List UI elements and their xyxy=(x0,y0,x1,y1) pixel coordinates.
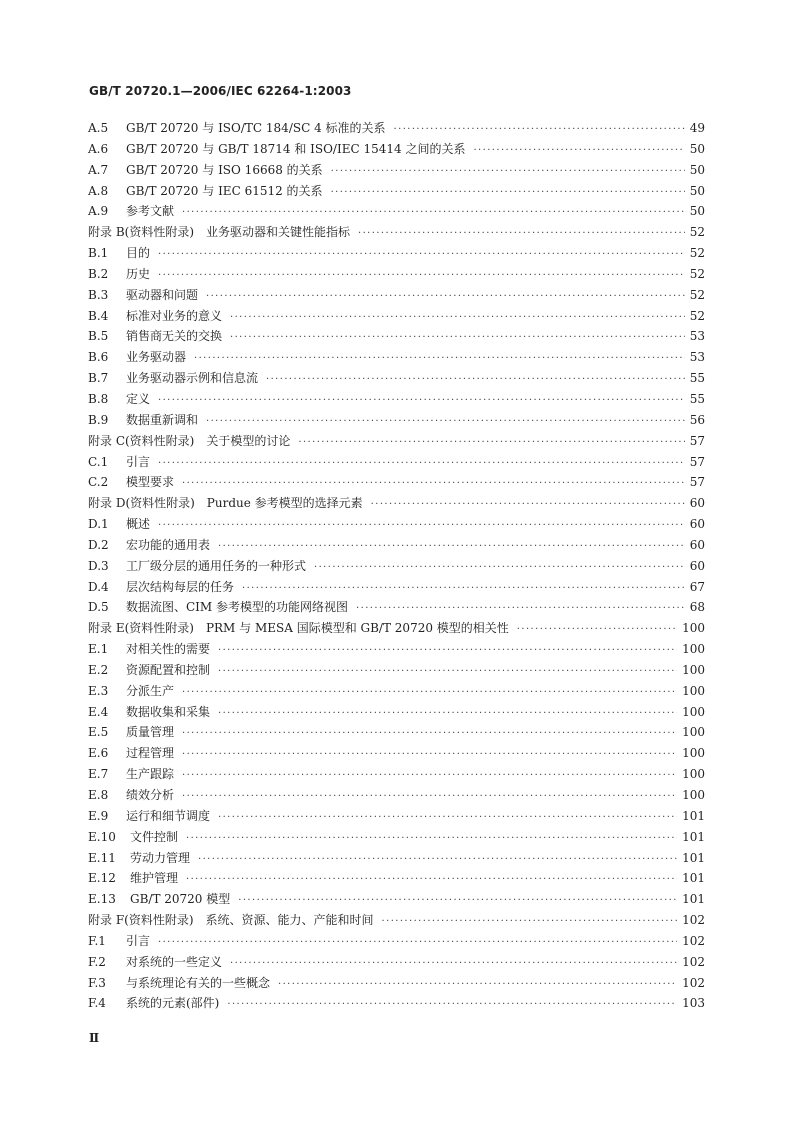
toc-entry[interactable] xyxy=(88,557,705,578)
toc-entry-page: 49 xyxy=(689,121,705,135)
toc-entry-number: D.3 xyxy=(88,558,109,573)
toc-entry-page: 100 xyxy=(682,621,705,636)
toc-entry-title: 定义 xyxy=(126,391,151,406)
toc-entry-page: 100 xyxy=(682,788,705,802)
table-of-contents xyxy=(88,119,705,1015)
toc-entry-number: E.7 xyxy=(88,767,109,782)
toc-entry-number: B.7 xyxy=(88,371,109,386)
toc-entry-title: 过程管理 xyxy=(126,746,175,761)
toc-entry-title: 层次结构每层的任务 xyxy=(126,579,235,594)
toc-entry-title: 工厂级分层的通用任务的一种形式 xyxy=(126,558,307,573)
toc-entry-page: 50 xyxy=(689,141,705,156)
toc-entry-number: A.5 xyxy=(88,121,109,135)
toc-leader-dots xyxy=(182,749,677,760)
toc-leader-dots xyxy=(238,895,677,906)
toc-entry-number: A.6 xyxy=(88,141,109,156)
toc-entry[interactable] xyxy=(88,682,705,703)
toc-entry-number: E.8 xyxy=(88,788,109,802)
toc-entry-page: 100 xyxy=(682,704,705,719)
toc-entry-page: 100 xyxy=(682,662,705,677)
toc-leader-dots xyxy=(158,270,685,281)
toc-entry-title: 维护管理 xyxy=(130,871,179,886)
toc-entry[interactable] xyxy=(88,786,705,807)
toc-leader-dots xyxy=(158,458,685,469)
toc-entry[interactable] xyxy=(88,536,705,557)
toc-entry-number: D.5 xyxy=(88,600,109,615)
toc-entry-page: 60 xyxy=(689,496,705,511)
toc-entry-page: 101 xyxy=(682,871,705,886)
toc-entry[interactable] xyxy=(88,744,705,765)
toc-entry-page: 50 xyxy=(689,162,705,177)
toc-entry[interactable] xyxy=(88,140,705,161)
toc-entry-title: 目的 xyxy=(126,246,151,261)
toc-entry-title: 引言 xyxy=(126,454,151,469)
toc-entry-number: F.2 xyxy=(88,954,106,969)
toc-entry[interactable] xyxy=(88,223,705,244)
toc-entry[interactable] xyxy=(88,432,705,453)
toc-entry-title: 数据重新调和 xyxy=(126,412,199,427)
toc-entry-title: 驱动器和问题 xyxy=(126,287,199,302)
toc-entry-title: 资源配置和控制 xyxy=(126,662,211,677)
toc-entry-page: 100 xyxy=(682,642,705,657)
toc-leader-dots xyxy=(331,187,685,198)
toc-entry-number: D.1 xyxy=(88,517,109,532)
toc-leader-dots xyxy=(218,645,677,656)
toc-entry[interactable] xyxy=(88,828,705,849)
toc-entry[interactable] xyxy=(88,619,705,640)
toc-entry-title: 概述 xyxy=(126,517,151,532)
toc-entry-page: 102 xyxy=(682,913,705,928)
toc-entry-number: E.12 xyxy=(88,871,116,886)
toc-entry-number: E.2 xyxy=(88,662,109,677)
toc-entry-number: E.1 xyxy=(88,642,109,657)
toc-entry-page: 50 xyxy=(689,204,705,219)
toc-entry-title: 参考文献 xyxy=(126,204,175,219)
toc-entry-page: 101 xyxy=(682,892,705,907)
toc-entry-page: 101 xyxy=(682,850,705,865)
toc-entry[interactable] xyxy=(88,473,705,494)
toc-leader-dots xyxy=(394,124,685,135)
toc-entry-page: 52 xyxy=(689,225,705,240)
toc-entry[interactable] xyxy=(88,640,705,661)
toc-entry-page: 100 xyxy=(682,725,705,740)
toc-entry[interactable] xyxy=(88,119,705,140)
toc-entry-page: 100 xyxy=(682,746,705,761)
toc-leader-dots xyxy=(331,166,685,177)
toc-entry-page: 50 xyxy=(689,183,705,198)
toc-leader-dots xyxy=(158,937,677,948)
toc-entry-title: 绩效分析 xyxy=(126,788,175,802)
toc-entry-title: 运行和细节调度 xyxy=(126,808,211,823)
toc-entry[interactable] xyxy=(88,307,705,328)
toc-entry-page: 55 xyxy=(689,391,705,406)
toc-entry-number: B.6 xyxy=(88,350,109,365)
toc-leader-dots xyxy=(278,979,677,990)
toc-entry-title: GB/T 20720 与 ISO 16668 的关系 xyxy=(126,162,323,177)
toc-leader-dots xyxy=(182,728,677,739)
toc-entry[interactable] xyxy=(88,807,705,828)
toc-entry-title: (资料性附录) 关于模型的讨论 xyxy=(125,433,291,448)
toc-entry[interactable] xyxy=(88,849,705,870)
toc-leader-dots xyxy=(206,291,685,302)
toc-entry-number: E.11 xyxy=(88,850,116,865)
toc-entry-number: 附录 B xyxy=(88,225,125,240)
toc-entry-page: 100 xyxy=(682,683,705,698)
toc-entry-number: A.8 xyxy=(88,183,109,198)
toc-entry[interactable] xyxy=(88,411,705,432)
toc-entry-title: 文件控制 xyxy=(130,829,179,844)
toc-entry-number: B.5 xyxy=(88,329,109,344)
toc-entry-title: (资料性附录) PRM 与 MESA 国际模型和 GB/T 20720 模型的相关性 xyxy=(124,621,509,636)
toc-entry-number: D.4 xyxy=(88,579,109,594)
toc-entry[interactable] xyxy=(88,598,705,619)
toc-leader-dots xyxy=(242,583,685,594)
toc-entry-page: 60 xyxy=(689,537,705,552)
toc-entry-page: 101 xyxy=(682,829,705,844)
toc-leader-dots xyxy=(227,999,677,1010)
toc-entry-title: GB/T 20720 与 IEC 61512 的关系 xyxy=(126,183,323,198)
toc-entry-page: 53 xyxy=(689,329,705,344)
toc-entry-title: 系统的元素(部件) xyxy=(126,996,220,1011)
toc-leader-dots xyxy=(298,437,684,448)
toc-entry-title: 业务驱动器示例和信息流 xyxy=(126,371,259,386)
toc-entry-title: 销售商无关的交换 xyxy=(126,329,223,344)
toc-entry-title: 与系统理论有关的一些概念 xyxy=(126,975,271,990)
toc-entry-number: 附录 D xyxy=(88,496,126,511)
toc-entry-page: 57 xyxy=(689,475,705,490)
toc-leader-dots xyxy=(358,228,685,239)
toc-entry-number: 附录 C xyxy=(88,433,125,448)
toc-leader-dots xyxy=(382,916,678,927)
toc-entry-title: (资料性附录) 系统、资源、能力、产能和时间 xyxy=(124,913,374,928)
toc-entry[interactable] xyxy=(88,265,705,286)
toc-entry[interactable] xyxy=(88,494,705,515)
toc-entry[interactable] xyxy=(88,369,705,390)
toc-entry[interactable] xyxy=(88,703,705,724)
toc-entry[interactable] xyxy=(88,890,705,911)
toc-leader-dots xyxy=(182,770,677,781)
toc-entry-number: A.9 xyxy=(88,204,109,219)
toc-entry-title: 对相关性的需要 xyxy=(126,642,211,657)
toc-entry-number: E.5 xyxy=(88,725,109,740)
toc-entry[interactable] xyxy=(88,348,705,369)
toc-entry-page: 102 xyxy=(682,933,705,948)
toc-entry-title: 标准对业务的意义 xyxy=(126,308,223,323)
toc-entry[interactable] xyxy=(88,515,705,536)
toc-entry-title: 劳动力管理 xyxy=(130,850,191,865)
toc-entry-page: 102 xyxy=(682,975,705,990)
toc-entry-number: F.1 xyxy=(88,933,106,948)
toc-entry-number: E.9 xyxy=(88,808,109,823)
toc-entry-number: D.2 xyxy=(88,537,109,552)
toc-entry-page: 52 xyxy=(689,246,705,261)
toc-entry-number: C.2 xyxy=(88,475,109,490)
toc-entry-number: F.3 xyxy=(88,975,106,990)
toc-entry-page: 52 xyxy=(689,287,705,302)
toc-entry-number: E.6 xyxy=(88,746,109,761)
toc-entry[interactable] xyxy=(88,453,705,474)
toc-entry-number: 附录 F xyxy=(88,913,125,928)
toc-entry-page: 55 xyxy=(689,371,705,386)
toc-leader-dots xyxy=(218,812,677,823)
toc-entry-number: 附录 E xyxy=(88,621,125,636)
toc-entry-page: 53 xyxy=(689,350,705,365)
toc-entry[interactable] xyxy=(88,765,705,786)
toc-leader-dots xyxy=(230,958,677,969)
toc-entry[interactable] xyxy=(88,974,705,995)
toc-leader-dots xyxy=(218,708,677,719)
toc-leader-dots xyxy=(314,562,685,573)
toc-leader-dots xyxy=(230,312,685,323)
toc-leader-dots xyxy=(266,374,685,385)
toc-leader-dots xyxy=(371,499,685,510)
toc-leader-dots xyxy=(158,249,685,260)
toc-entry-number: B.8 xyxy=(88,391,109,406)
toc-entry-title: 宏功能的通用表 xyxy=(126,537,211,552)
toc-entry-number: C.1 xyxy=(88,454,109,469)
toc-entry[interactable] xyxy=(88,327,705,348)
toc-entry[interactable] xyxy=(88,723,705,744)
toc-entry-number: B.2 xyxy=(88,266,109,281)
toc-entry-title: 模型要求 xyxy=(126,475,175,490)
toc-entry-title: (资料性附录) 业务驱动器和关键性能指标 xyxy=(124,225,351,240)
toc-entry-title: 生产跟踪 xyxy=(126,767,175,782)
toc-entry-title: (资料性附录) Purdue 参考模型的选择元素 xyxy=(125,496,363,511)
toc-entry-title: GB/T 20720 模型 xyxy=(130,892,231,907)
toc-entry-number: A.7 xyxy=(88,162,109,177)
toc-entry-page: 101 xyxy=(682,808,705,823)
toc-entry[interactable] xyxy=(88,953,705,974)
toc-leader-dots xyxy=(517,624,677,635)
toc-leader-dots xyxy=(356,603,685,614)
toc-entry-page: 103 xyxy=(682,996,705,1011)
toc-entry-page: 52 xyxy=(689,266,705,281)
toc-entry-page: 57 xyxy=(689,454,705,469)
toc-entry-number: E.3 xyxy=(88,683,109,698)
toc-entry[interactable] xyxy=(88,578,705,599)
toc-leader-dots xyxy=(186,874,677,885)
toc-entry-number: E.13 xyxy=(88,892,116,907)
toc-entry-title: 数据流图、CIM 参考模型的功能网络视图 xyxy=(126,600,349,615)
toc-entry-title: 分派生产 xyxy=(126,683,175,698)
toc-entry-number: B.9 xyxy=(88,412,109,427)
page-number-footer: Ⅱ xyxy=(89,1031,100,1045)
toc-leader-dots xyxy=(194,353,685,364)
toc-entry-number: E.10 xyxy=(88,829,116,844)
toc-entry-title: 数据收集和采集 xyxy=(126,704,211,719)
document-header: GB/T 20720.1—2006/IEC 62264-1:2003 xyxy=(89,84,352,98)
toc-entry-number: F.4 xyxy=(88,996,106,1011)
toc-entry-page: 68 xyxy=(689,600,705,615)
toc-entry[interactable] xyxy=(88,869,705,890)
toc-entry-title: 历史 xyxy=(126,266,151,281)
toc-leader-dots xyxy=(186,833,677,844)
toc-entry-number: B.3 xyxy=(88,287,109,302)
toc-entry[interactable] xyxy=(88,661,705,682)
toc-entry-number: B.4 xyxy=(88,308,109,323)
toc-entry-page: 67 xyxy=(689,579,705,594)
toc-entry-page: 102 xyxy=(682,954,705,969)
toc-entry-number: E.4 xyxy=(88,704,109,719)
toc-entry-page: 100 xyxy=(682,767,705,782)
toc-leader-dots xyxy=(182,207,685,218)
toc-entry[interactable] xyxy=(88,161,705,182)
toc-entry[interactable] xyxy=(88,390,705,411)
toc-entry-page: 60 xyxy=(689,558,705,573)
toc-leader-dots xyxy=(218,541,685,552)
toc-leader-dots xyxy=(182,791,677,802)
toc-leader-dots xyxy=(198,854,677,865)
toc-entry-page: 57 xyxy=(689,433,705,448)
toc-leader-dots xyxy=(182,687,677,698)
toc-entry-title: GB/T 20720 与 GB/T 18714 和 ISO/IEC 15414 之间的关系 xyxy=(126,141,466,156)
toc-leader-dots xyxy=(218,666,677,677)
toc-entry[interactable] xyxy=(88,994,705,1015)
toc-entry[interactable] xyxy=(88,286,705,307)
toc-entry-page: 60 xyxy=(689,517,705,532)
toc-entry-page: 52 xyxy=(689,308,705,323)
toc-entry-title: 业务驱动器 xyxy=(126,350,187,365)
toc-entry-title: 质量管理 xyxy=(126,725,175,740)
toc-entry[interactable] xyxy=(88,932,705,953)
toc-entry-page: 56 xyxy=(689,412,705,427)
toc-entry-title: GB/T 20720 与 ISO/TC 184/SC 4 标准的关系 xyxy=(126,121,386,135)
toc-leader-dots xyxy=(206,416,685,427)
toc-entry-title: 对系统的一些定义 xyxy=(126,954,223,969)
toc-leader-dots xyxy=(182,478,685,489)
toc-entry[interactable] xyxy=(88,202,705,223)
toc-entry-title: 引言 xyxy=(126,933,151,948)
toc-entry-number: B.1 xyxy=(88,246,109,261)
toc-entry[interactable] xyxy=(88,911,705,932)
toc-leader-dots xyxy=(158,395,685,406)
toc-entry[interactable] xyxy=(88,182,705,203)
toc-leader-dots xyxy=(230,332,685,343)
toc-entry[interactable] xyxy=(88,244,705,265)
toc-leader-dots xyxy=(158,520,685,531)
toc-leader-dots xyxy=(473,145,684,156)
